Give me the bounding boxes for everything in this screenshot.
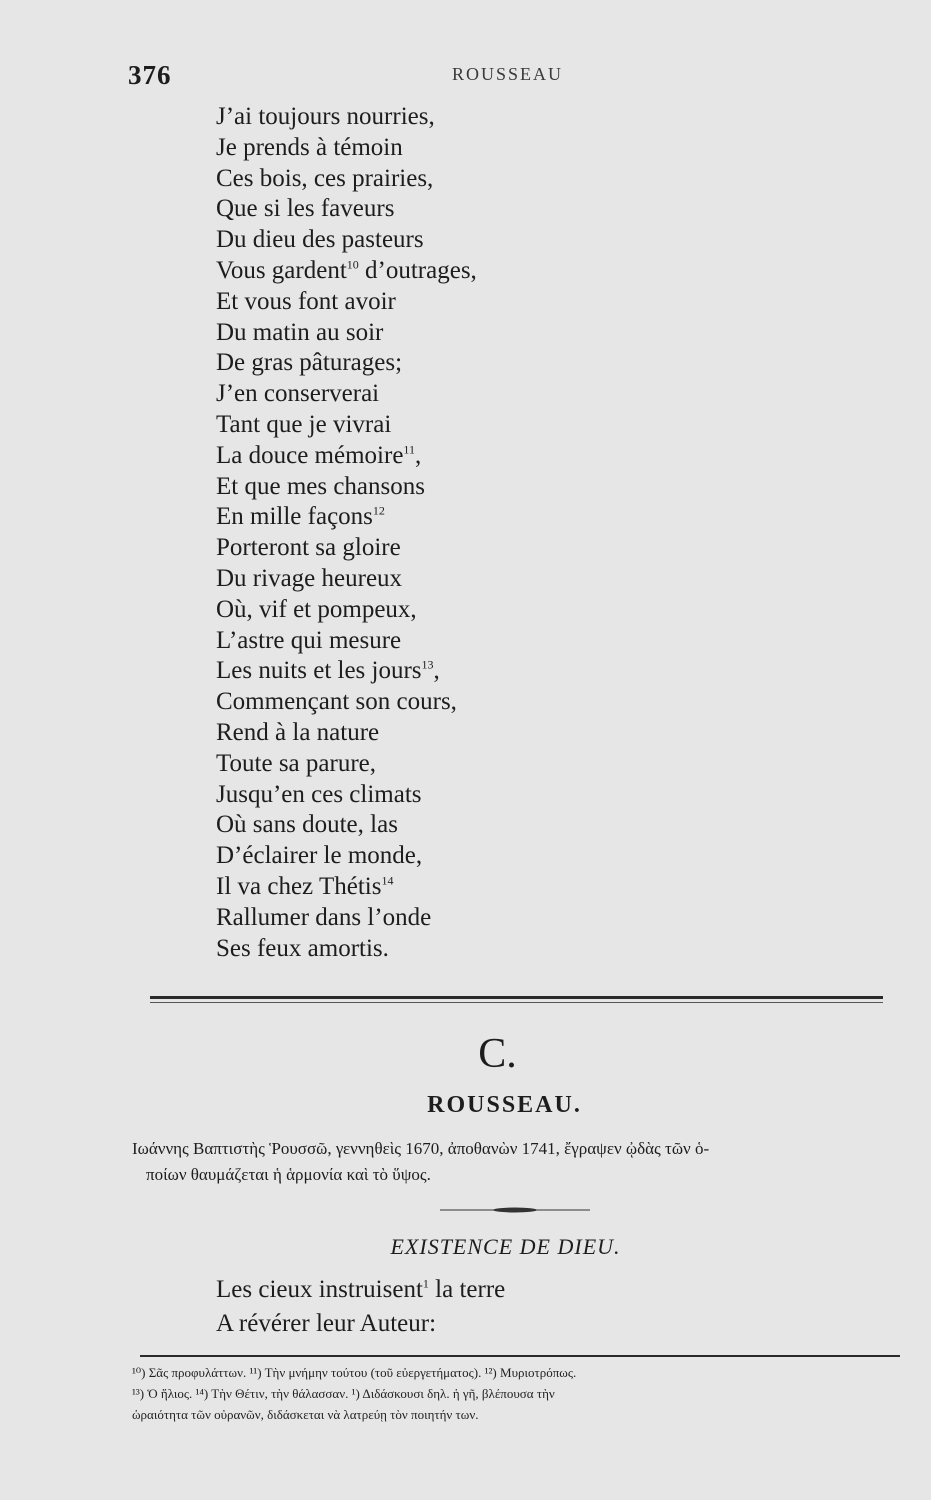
poem-line <box>216 656 736 687</box>
poem-continued <box>216 102 736 964</box>
footnote-rule <box>140 1355 900 1357</box>
poem-line-text: Je prends à témoin <box>216 133 403 161</box>
poem-line <box>216 318 736 349</box>
poem-line-text: Ses feux amortis. <box>216 934 389 962</box>
poem-line-text: L’astre qui mesure <box>216 626 402 654</box>
poem-line-text: Du dieu des pasteurs <box>216 226 424 254</box>
poem-line <box>216 102 736 133</box>
poem-line <box>216 287 736 318</box>
poem-title: EXISTENCE DE DIEU. <box>390 1234 621 1259</box>
poem-line <box>216 379 736 410</box>
poem-line-text: Commençant son cours, <box>216 688 457 716</box>
poem-line-text: J’ai toujours nourries, <box>216 103 435 130</box>
poem-line-text: Les cieux instruisent <box>216 1276 423 1303</box>
poem-line-text: Rallumer dans l’onde <box>216 903 432 931</box>
poem-line-text: Où, vif et pompeux, <box>216 595 417 623</box>
poem-line <box>216 133 736 164</box>
poem-line <box>216 533 736 564</box>
poem-line-text: Et que mes chansons <box>216 472 425 500</box>
poem-line <box>216 749 736 780</box>
poem-line-text: Jusqu’en ces climats <box>216 780 422 808</box>
poem-line-text: Rend à la nature <box>216 718 380 746</box>
author-heading: ROUSSEAU. <box>427 1092 582 1118</box>
poem-line <box>216 256 736 287</box>
poem-line <box>216 502 736 533</box>
poem-line-text: d’outrages, <box>358 256 477 284</box>
footnote-marker: 1 <box>422 1276 429 1291</box>
poem-line <box>216 164 736 195</box>
poem-line-text: De gras pâturages; <box>216 349 403 377</box>
running-head: ROUSSEAU <box>452 64 564 84</box>
poem-line <box>216 1273 736 1307</box>
poem-existence-de-dieu <box>216 1273 736 1341</box>
poem-line-text: Que si les faveurs <box>216 195 395 223</box>
poem-line-text: D’éclairer le monde, <box>216 842 423 870</box>
poem-line <box>216 718 736 749</box>
poem-line <box>216 410 736 441</box>
poem-line-text: la terre <box>428 1276 506 1303</box>
poem-line-text: Il va chez Thétis <box>216 872 382 900</box>
poem-line <box>216 903 736 934</box>
footnote-marker: 13 <box>421 658 434 673</box>
poem-line-text: Du matin au soir <box>216 318 384 346</box>
poem-line-text: Porteront sa gloire <box>216 534 401 562</box>
poem-line <box>216 441 736 472</box>
poem-line <box>216 564 736 595</box>
author-biography <box>132 1136 892 1188</box>
section-divider-rule <box>150 996 883 999</box>
section-letter: C. <box>478 1031 517 1077</box>
poem-line-text: Et vous font avoir <box>216 287 396 315</box>
poem-line <box>216 780 736 811</box>
ornament-divider <box>440 1207 590 1213</box>
poem-line-text: Où sans doute, las <box>216 811 398 839</box>
poem-line <box>216 626 736 657</box>
poem-line <box>216 687 736 718</box>
footnote-marker: 10 <box>346 257 359 272</box>
poem-line-text: Les nuits et les jours <box>216 657 422 685</box>
footnote-line: ¹⁰) Σᾶς προφυλάττων. ¹¹) Τὴν μνήμην τούτου (τοῦ εὐεργετήματος). ¹²) Μυριοτρόπως. <box>132 1365 577 1380</box>
biography-line: Ιωάννης Βαπτιστὴς Ῥουσσῶ, γεννηθεὶς 1670, ἀποθανὼν 1741, ἔγραψεν ᾠδὰς τῶν ὁ- <box>132 1139 710 1158</box>
poem-line-text: En mille façons <box>216 503 373 531</box>
poem-line <box>216 348 736 379</box>
poem-line-text: Du rivage heureux <box>216 564 403 592</box>
page-number: 376 <box>128 60 172 90</box>
poem-line-text: Toute sa parure, <box>216 749 376 777</box>
footnote-line: ¹³) Ὁ ἥλιος. ¹⁴) Τὴν Θέτιν, τὴν θάλασσαν. ¹) Διδάσκουσι δηλ. ἡ γῆ, βλέπουσα τὴν <box>132 1386 555 1401</box>
poem-line-text: Tant que je vivrai <box>216 410 392 438</box>
poem-line-text: , <box>414 441 422 469</box>
poem-line <box>216 595 736 626</box>
poem-line <box>216 225 736 256</box>
footnote-marker: 14 <box>381 873 394 888</box>
poem-line <box>216 194 736 225</box>
footnote-marker: 12 <box>372 504 385 519</box>
poem-line <box>216 934 736 965</box>
footnote-marker: 11 <box>403 442 415 457</box>
poem-line-text: J’en conserverai <box>216 380 380 408</box>
poem-line-text: Vous gardent <box>216 256 347 284</box>
poem-line-text: Ces bois, ces prairies, <box>216 164 434 192</box>
poem-line <box>216 841 736 872</box>
biography-line: ποίων θαυμάζεται ἡ ἁρμονία καὶ τὸ ὕψος. <box>146 1165 431 1184</box>
poem-line-text: La douce mémoire <box>216 441 404 469</box>
footnote-line: ὡραιότητα τῶν οὐρανῶν, διδάσκεται νὰ λατρεύῃ τὸν ποιητήν των. <box>132 1407 479 1422</box>
footnotes <box>132 1362 902 1425</box>
section-divider-rule-thin <box>150 1002 883 1003</box>
poem-line: A révérer leur Auteur: <box>216 1310 437 1337</box>
poem-line <box>216 472 736 503</box>
poem-line-text: , <box>433 657 440 685</box>
poem-line <box>216 872 736 903</box>
poem-line <box>216 810 736 841</box>
